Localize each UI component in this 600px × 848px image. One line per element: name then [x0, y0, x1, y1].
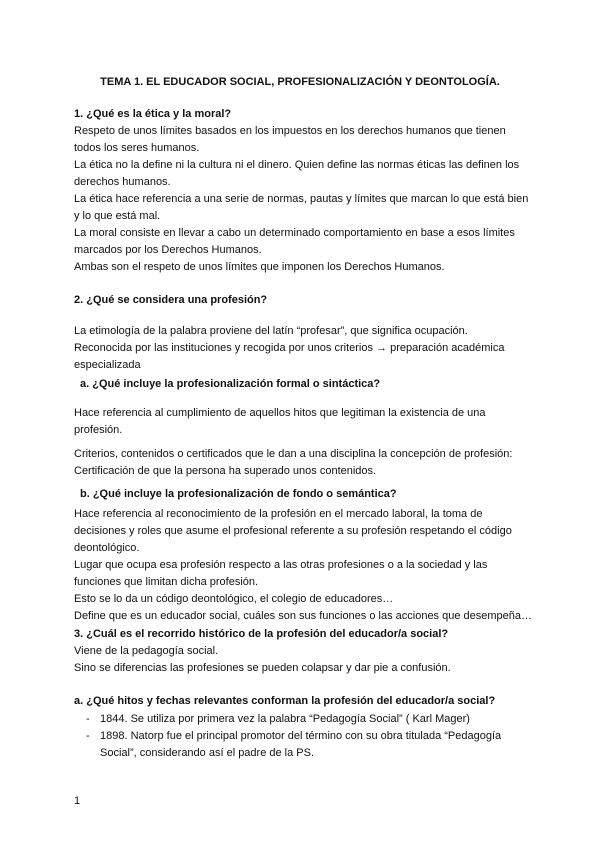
list-item — [86, 711, 534, 728]
section-2b-line: funciones que limitan dicha profesión. — [74, 576, 259, 588]
section-2a-paragraph-2 — [74, 446, 534, 480]
section-3a-heading-block — [74, 693, 534, 710]
section-3a-list — [86, 711, 534, 762]
section-3-line: Viene de la pedagogía social. — [74, 645, 219, 657]
document-title: TEMA 1. EL EDUCADOR SOCIAL, PROFESIONALIZACIÓN Y DEONTOLOGÍA. — [100, 76, 500, 88]
section-2-line: La etimología de la palabra proviene del latín “profesar”, que significa ocupación. — [74, 325, 468, 337]
section-2a-heading: a. ¿Qué incluye la profesionalización formal o sintáctica? — [80, 378, 381, 390]
page-number: 1 — [74, 795, 81, 807]
section-1-heading: 1. ¿Qué es la ética y la moral? — [74, 108, 232, 120]
section-1-line: todos los seres humanos. — [74, 142, 200, 154]
section-2a-paragraph-1 — [74, 405, 534, 439]
section-2b-line: deontológico. — [74, 542, 140, 554]
section-3-heading: 3. ¿Cuál es el recorrido histórico de la profesión del educador/a social? — [74, 628, 449, 640]
section-1-line: derechos humanos. — [74, 176, 171, 188]
dash-bullet-icon: - — [86, 713, 90, 725]
section-2-line: Reconocida por las instituciones y recogida por unos criterios → preparación académica — [74, 342, 505, 354]
section-3a-heading: a. ¿Qué hitos y fechas relevantes conforman la profesión del educador/a social? — [74, 695, 496, 707]
section-2-line: especializada — [74, 359, 141, 371]
section-3 — [74, 626, 534, 677]
list-item — [86, 728, 534, 762]
section-1-line: Ambas son el respeto de unos límites que imponen los Derechos Humanos. — [74, 261, 445, 273]
section-2-heading-block — [74, 292, 534, 309]
section-2b-line: Esto se lo da un código deontológico, el colegio de educadores… — [74, 593, 394, 605]
section-2b-line: decisiones y roles que asume el profesional referente a su profesión respetando el código — [74, 525, 512, 537]
section-1-line: marcados por los Derechos Humanos. — [74, 244, 262, 256]
dash-bullet-icon: - — [86, 730, 90, 742]
section-3-line: Sino se diferencias las profesiones se pueden colapsar y dar pie a confusión. — [74, 662, 451, 674]
section-2a-line: Hace referencia al cumplimiento de aquellos hitos que legitiman la existencia de una — [74, 407, 486, 419]
section-2b-body — [74, 506, 534, 625]
section-2a-line: profesión. — [74, 424, 123, 436]
section-2b-line: Hace referencia al reconocimiento de la profesión en el mercado laboral, la toma de — [74, 508, 483, 520]
section-1-line: Respeto de unos límites basados en los impuestos en los derechos humanos que tienen — [74, 125, 506, 137]
section-1 — [74, 106, 534, 276]
list-item-text: 1898. Natorp fue el principal promotor del término con su obra titulada “Pedagogía Social”, considerando así el padre de la PS. — [100, 730, 502, 759]
list-item-text: 1844. Se utiliza por primera vez la palabra “Pedagogía Social” ( Karl Mager) — [100, 713, 470, 725]
section-2b-line: Lugar que ocupa esa profesión respecto a las otras profesiones o a la sociedad y las — [74, 559, 488, 571]
section-2a-line: Certificación de que la persona ha superado unos contenidos. — [74, 465, 377, 477]
section-1-line: La ética no la define ni la cultura ni el dinero. Quien define las normas éticas las definen los — [74, 159, 520, 171]
section-2a-line: Criterios, contenidos o certificados que le dan a una disciplina la concepción de profesión: — [74, 448, 513, 460]
section-1-line: La moral consiste en llevar a cabo un determinado comportamiento en base a esos límites — [74, 227, 515, 239]
section-2-body — [74, 323, 534, 374]
section-1-line: La ética hace referencia a una serie de normas, pautas y límites que marcan lo que está bien — [74, 193, 529, 205]
section-2-heading: 2. ¿Qué se considera una profesión? — [74, 294, 268, 306]
section-1-line: y lo que está mal. — [74, 210, 161, 222]
section-2b-heading: b. ¿Qué incluye la profesionalización de fondo o semántica? — [80, 488, 397, 500]
section-2b-line: Define que es un educador social, cuáles son sus funciones o las acciones que desempeña… — [74, 610, 533, 622]
